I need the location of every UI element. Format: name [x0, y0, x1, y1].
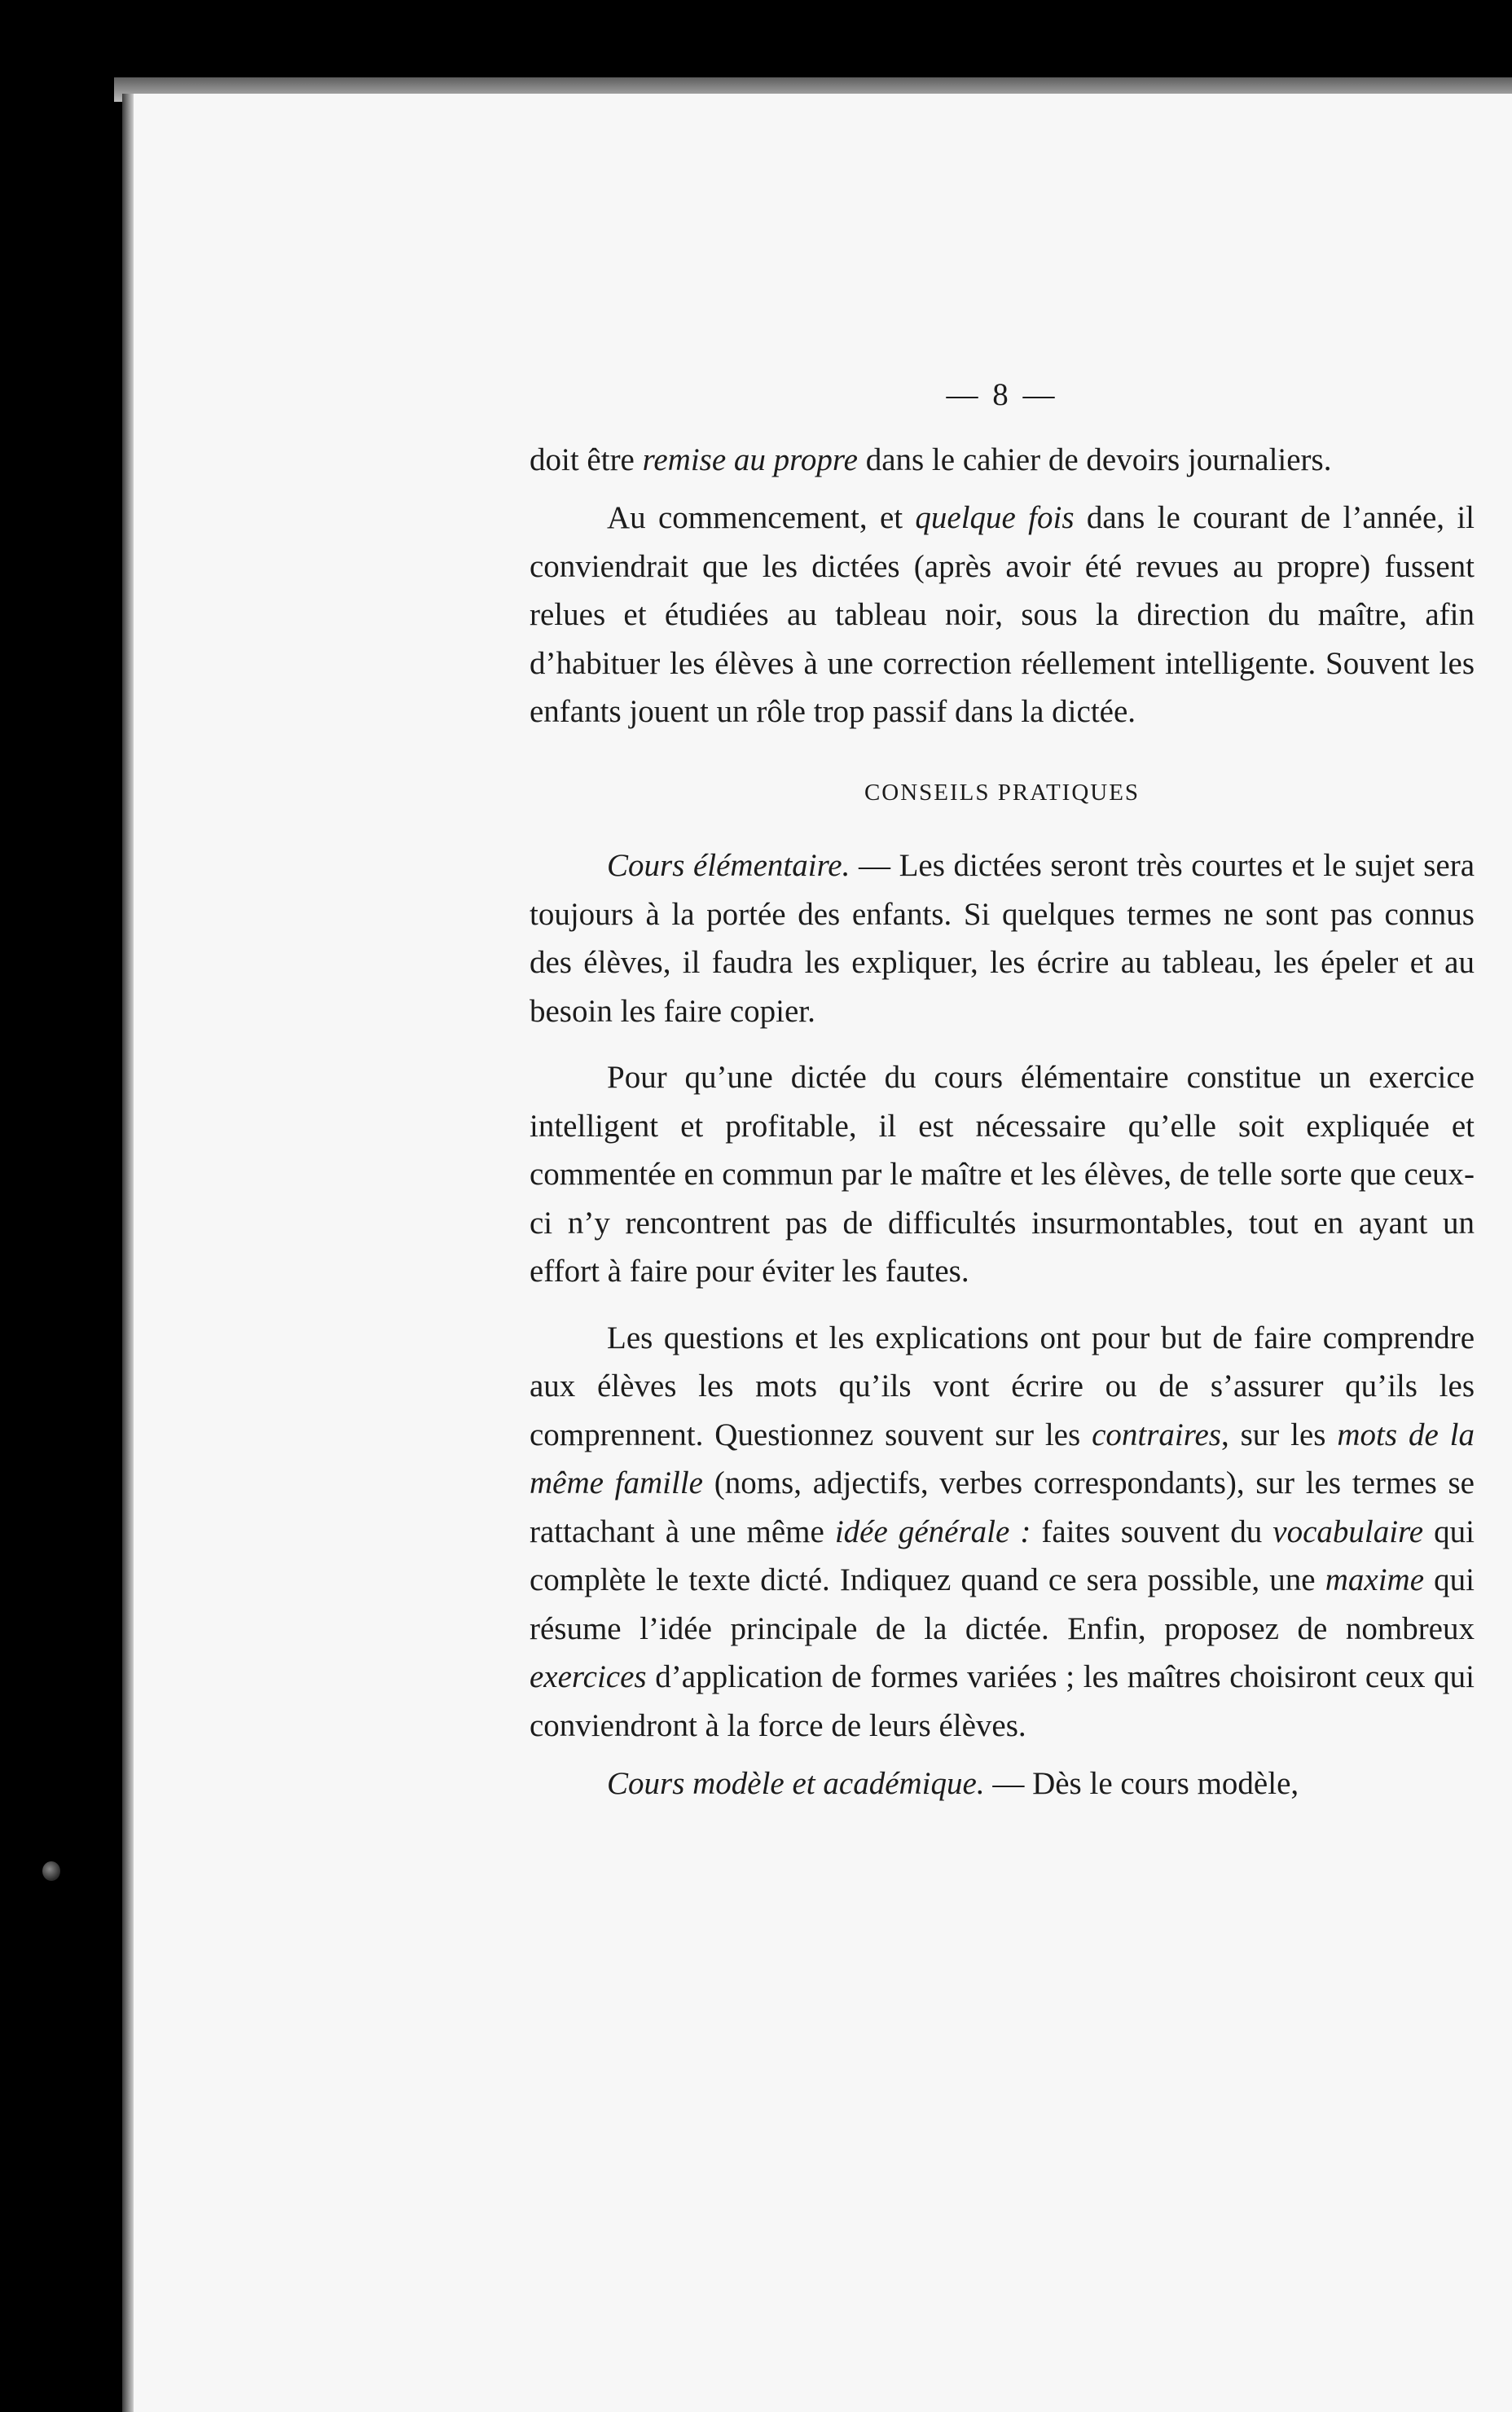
section-heading: CONSEILS PRATIQUES	[864, 779, 1141, 806]
p2-italic-b: quelque fois	[915, 500, 1075, 535]
page-text	[530, 371, 1475, 1808]
p5-text-m: d’application de formes variées ; les maîtres choisiront ceux qui conviendront à la force de leurs élèves.	[530, 1659, 1475, 1743]
p5-italic-d: mots de la même famille	[530, 1417, 1475, 1500]
p5-text-k: qui résume l’idée principale de la dictée. Enfin, proposez de nombreux	[530, 1562, 1475, 1646]
scan-speck	[42, 1861, 60, 1881]
p5-italic-l: exercices	[530, 1659, 647, 1694]
page-number: — 8 —	[946, 377, 1058, 412]
p3-italic-a: Cours élémentaire.	[607, 848, 850, 883]
paragraph-4: Pour qu’une dictée du cours élémentaire constitue un exercice intelligent et profitable, il est nécessaire qu’elle soit expliquée et commentée en commun par le maître et les élèves, de telle sorte que ceux-ci n’y rencontrent pas de difficultés insurmontables, tout en ayant un effort à faire pour éviter les fautes.	[530, 1060, 1475, 1289]
paragraph-5	[530, 1314, 1475, 1751]
p5-text-g: faites souvent du	[1031, 1514, 1273, 1549]
p5-italic-j: maxime	[1325, 1562, 1425, 1597]
p5-italic-b: contraires	[1092, 1417, 1221, 1452]
paragraph-3	[530, 841, 1475, 1035]
p2-text-a: Au commencement, et	[607, 500, 916, 535]
p5-text-e: (noms, adjectifs, verbes correspondants), sur les termes se rattachant à une même	[530, 1465, 1475, 1549]
p1-text-c: dans le cahier de devoirs journaliers.	[857, 442, 1332, 477]
paragraph-6	[530, 1760, 1475, 1808]
p3-text-b: — Les dictées seront très courtes et le sujet sera toujours à la portée des enfants. Si quelques termes ne sont pas connus des élèves, il faudra les expliquer, les écrire au tableau, les épeler et au besoin les faire copier.	[530, 848, 1475, 1029]
p2-text-c: dans le courant de l’année, il conviendrait que les dictées (après avoir été revues au propre) fussent relues et étudiées au tableau noir, sous la direction du maître, afin d’habituer les élèves à une correction réellement intelligente. Souvent les enfants jouent un rôle trop passif dans la dictée.	[530, 500, 1475, 729]
p5-text-a: Les questions et les explications ont pour but de faire comprendre aux élèves les mots qu’ils vont écrire ou de s’assurer qu’ils les comprennent. Questionnez souvent sur les	[530, 1320, 1475, 1452]
p5-italic-h: vocabulaire	[1272, 1514, 1424, 1549]
p5-text-c: , sur les	[1220, 1417, 1338, 1452]
paragraph-1	[530, 436, 1475, 485]
p1-text-a: doit être	[530, 442, 643, 477]
p6-italic-a: Cours modèle et académique.	[607, 1766, 985, 1801]
p5-italic-f: idée générale :	[834, 1514, 1031, 1549]
paragraph-2	[530, 494, 1475, 736]
p6-text-b: — Dès le cours modèle,	[984, 1766, 1299, 1801]
p5-text-i: qui complète le texte dicté. Indiquez quand ce sera possible, une	[530, 1514, 1475, 1597]
page-left-edge	[122, 94, 134, 2412]
p1-italic-b: remise au propre	[642, 442, 858, 477]
